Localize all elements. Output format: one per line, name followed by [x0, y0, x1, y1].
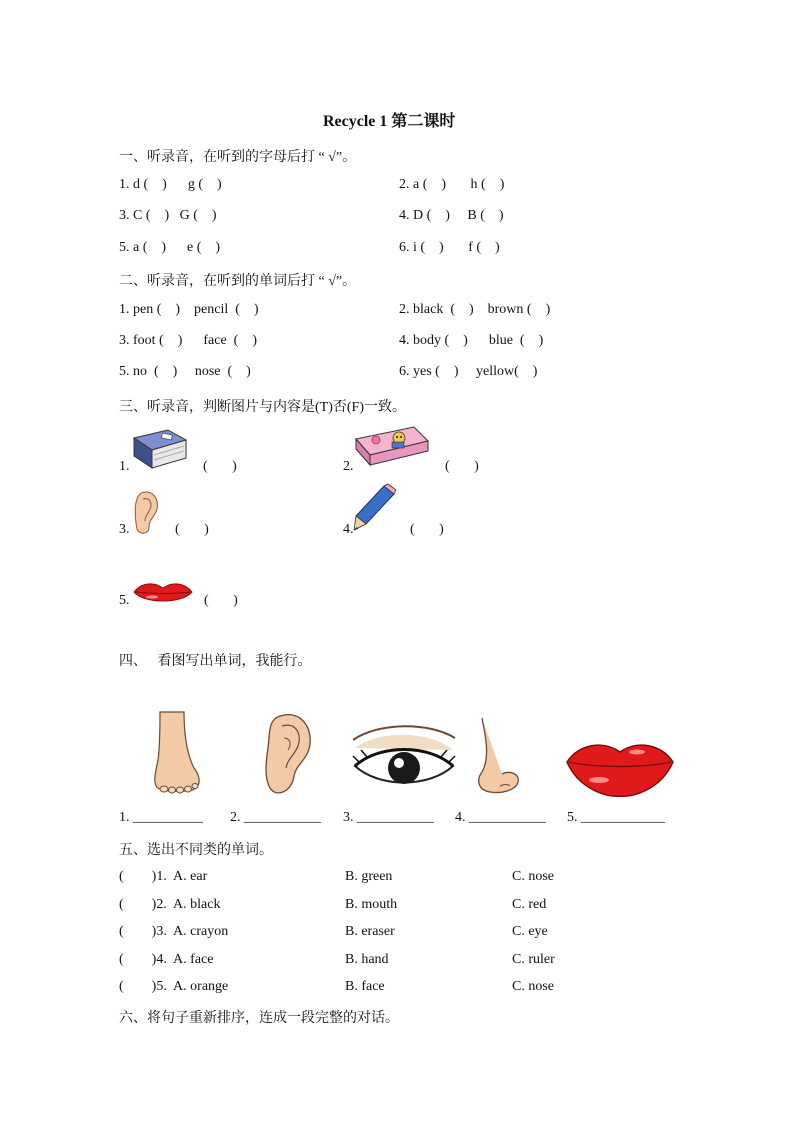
book-icon — [128, 428, 190, 472]
s3-item2-bracket: ( ) — [445, 459, 479, 474]
page-title: Recycle 1 第二课时 — [323, 113, 456, 130]
s5-q5-c: C. nose — [512, 979, 554, 994]
s5-q2-b: B. mouth — [345, 897, 398, 912]
s5-q5-b: B. face — [345, 979, 385, 994]
s5-q1: ( )1. A. ear — [119, 869, 208, 884]
section-1-heading: 一、听录音，在听到的字母后打 “ √”。 — [119, 150, 357, 165]
s5-q4-c: C. ruler — [512, 952, 555, 967]
s4-blank-2[interactable]: 2. ___________ — [230, 810, 321, 825]
s2-row3-right: 6. yes ( ) yellow( ) — [399, 364, 538, 379]
s4-blank-5[interactable]: 5. ____________ — [567, 810, 665, 825]
s5-q3-b: B. eraser — [345, 924, 395, 939]
s3-item1-bracket: ( ) — [203, 459, 237, 474]
s5-q4-b: B. hand — [345, 952, 389, 967]
s2-row1-left: 1. pen ( ) pencil ( ) — [119, 302, 259, 317]
s5-q2: ( )2. A. black — [119, 897, 221, 912]
s3-item4-bracket: ( ) — [410, 522, 444, 537]
s1-row1-right: 2. a ( ) h ( ) — [399, 177, 505, 192]
s4-blank-1[interactable]: 1. __________ — [119, 810, 203, 825]
nose-image — [472, 718, 524, 796]
s5-q2-c: C. red — [512, 897, 547, 912]
s5-q3-c: C. eye — [512, 924, 548, 939]
s3-item3-bracket: ( ) — [175, 522, 209, 537]
s1-row3-left: 5. a ( ) e ( ) — [119, 240, 221, 255]
s1-row2-left: 3. C ( ) G ( ) — [119, 208, 217, 223]
section-6-heading: 六、将句子重新排序，连成一段完整的对话。 — [119, 1011, 399, 1026]
s3-item2-num: 2. — [343, 459, 354, 474]
section-2-heading: 二、听录音，在听到的单词后打 “ √”。 — [119, 274, 357, 289]
foot-image — [150, 712, 206, 794]
s2-row1-right: 2. black ( ) brown ( ) — [399, 302, 551, 317]
s2-row3-left: 5. no ( ) nose ( ) — [119, 364, 251, 379]
ear-image — [262, 712, 314, 798]
s2-row2-right: 4. body ( ) blue ( ) — [399, 333, 544, 348]
ear-icon — [131, 489, 161, 537]
pencil-box-icon — [352, 425, 432, 471]
s5-q3: ( )3. A. crayon — [119, 924, 229, 939]
section-3-heading: 三、听录音，判断图片与内容是(T)否(F)一致。 — [119, 400, 406, 415]
s4-blank-4[interactable]: 4. ___________ — [455, 810, 546, 825]
s3-item5-num: 5. — [119, 593, 130, 608]
lips-image — [565, 740, 675, 798]
s3-item5-bracket: ( ) — [204, 593, 238, 608]
s3-item1-num: 1. — [119, 459, 130, 474]
s1-row2-right: 4. D ( ) B ( ) — [399, 208, 504, 223]
pencil-icon — [352, 484, 398, 532]
s4-blank-3[interactable]: 3. ___________ — [343, 810, 434, 825]
s3-item3-num: 3. — [119, 522, 130, 537]
s5-q1-b: B. green — [345, 869, 393, 884]
s2-row2-left: 3. foot ( ) face ( ) — [119, 333, 258, 348]
s1-row3-right: 6. i ( ) f ( ) — [399, 240, 500, 255]
s3-item4-num: 4. — [343, 522, 354, 537]
s1-row1-left: 1. d ( ) g ( ) — [119, 177, 222, 192]
section-5-heading: 五、选出不同类的单词。 — [119, 843, 273, 858]
lips-icon — [132, 580, 194, 606]
eye-image — [349, 722, 459, 794]
section-4-heading: 四、 看图写出单词，我能行。 — [119, 654, 312, 669]
s5-q4: ( )4. A. face — [119, 952, 214, 967]
s5-q1-c: C. nose — [512, 869, 554, 884]
s5-q5: ( )5. A. orange — [119, 979, 229, 994]
